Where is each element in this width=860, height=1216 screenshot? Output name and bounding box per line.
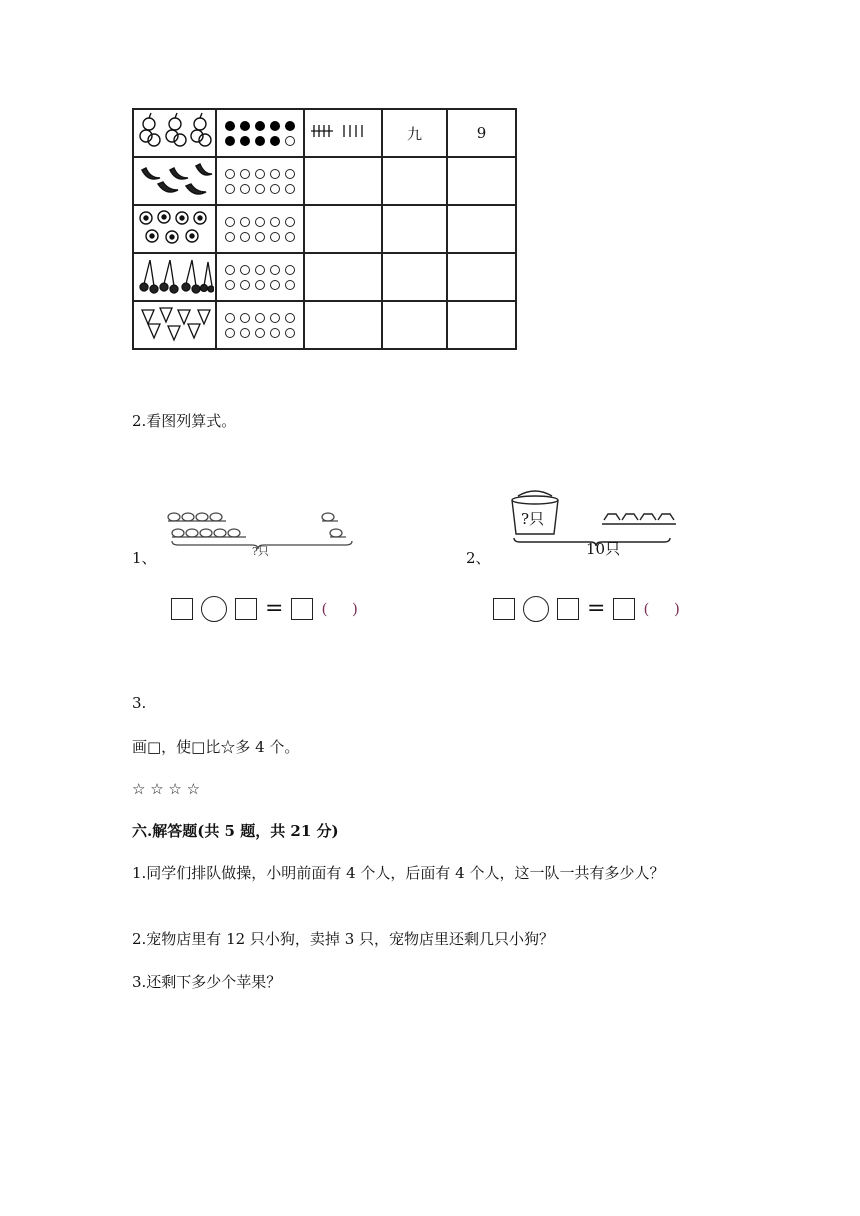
section-6-heading: 六.解答题(共 5 题，共 21 分) (132, 822, 339, 840)
table-row (133, 301, 516, 349)
dot-cell (216, 157, 304, 205)
banana-icon (133, 157, 216, 205)
chinese-numeral: 九 (382, 109, 447, 157)
dot-cell (216, 253, 304, 301)
answer-box[interactable] (171, 598, 193, 620)
answer-box[interactable] (493, 598, 515, 620)
unit-parentheses[interactable]: ( ) (321, 600, 368, 618)
answer-cell[interactable] (447, 301, 516, 349)
peach-icon (133, 109, 216, 157)
dot-cell (216, 205, 304, 253)
answer-cell[interactable] (382, 205, 447, 253)
answer-box[interactable] (235, 598, 257, 620)
answer-cell[interactable] (447, 157, 516, 205)
bucket-label: ?只 (521, 510, 545, 528)
table-row (133, 109, 516, 157)
answer-cell[interactable] (382, 253, 447, 301)
tally-marks (304, 109, 382, 157)
figure-1 (132, 505, 362, 565)
question-3-number: 3. (132, 694, 147, 712)
answer-cell[interactable] (447, 205, 516, 253)
answer-cell[interactable] (304, 157, 382, 205)
strawberry-icon (133, 301, 216, 349)
answer-cell[interactable] (304, 205, 382, 253)
unit-parentheses[interactable]: ( ) (643, 600, 690, 618)
star-row: ☆ ☆ ☆ ☆ (132, 780, 201, 798)
equation-row-1 (171, 596, 368, 622)
answer-cell[interactable] (447, 253, 516, 301)
apple-icon (133, 205, 216, 253)
question-3-instruction: 画□，使□比☆多 4 个。 (132, 738, 300, 756)
problem-1: 1.同学们排队做操，小明前面有 4 个人，后面有 4 个人，这一队一共有多少人？ (132, 864, 665, 882)
cherry-icon (133, 253, 216, 301)
table-row (133, 157, 516, 205)
problem-2: 2.宠物店里有 12 只小狗，卖掉 3 只，宠物店里还剩几只小狗？ (132, 930, 555, 948)
operator-circle[interactable] (523, 596, 549, 622)
table-row (133, 205, 516, 253)
equation-row-2 (493, 596, 690, 622)
figure-1-brace-label: ?只 (252, 545, 269, 558)
figure-2-brace-label: 10只 (586, 540, 621, 558)
figure-2-label: 2、 (466, 549, 491, 567)
question-2-title: 2.看图列算式。 (132, 412, 237, 430)
answer-cell[interactable] (382, 157, 447, 205)
answer-box[interactable] (291, 598, 313, 620)
counting-table (132, 108, 517, 350)
dot-cell (216, 301, 304, 349)
operator-circle[interactable] (201, 596, 227, 622)
figure-1-label: 1、 (132, 549, 157, 567)
equals-sign: = (587, 596, 606, 621)
equals-sign: = (265, 596, 284, 621)
figure-2 (466, 490, 726, 565)
answer-box[interactable] (557, 598, 579, 620)
answer-cell[interactable] (382, 301, 447, 349)
table-row (133, 253, 516, 301)
dot-cell (216, 109, 304, 157)
answer-cell[interactable] (304, 301, 382, 349)
digit-numeral: 9 (447, 109, 516, 157)
answer-box[interactable] (613, 598, 635, 620)
answer-cell[interactable] (304, 253, 382, 301)
problem-3: 3.还剩下多少个苹果？ (132, 973, 282, 991)
